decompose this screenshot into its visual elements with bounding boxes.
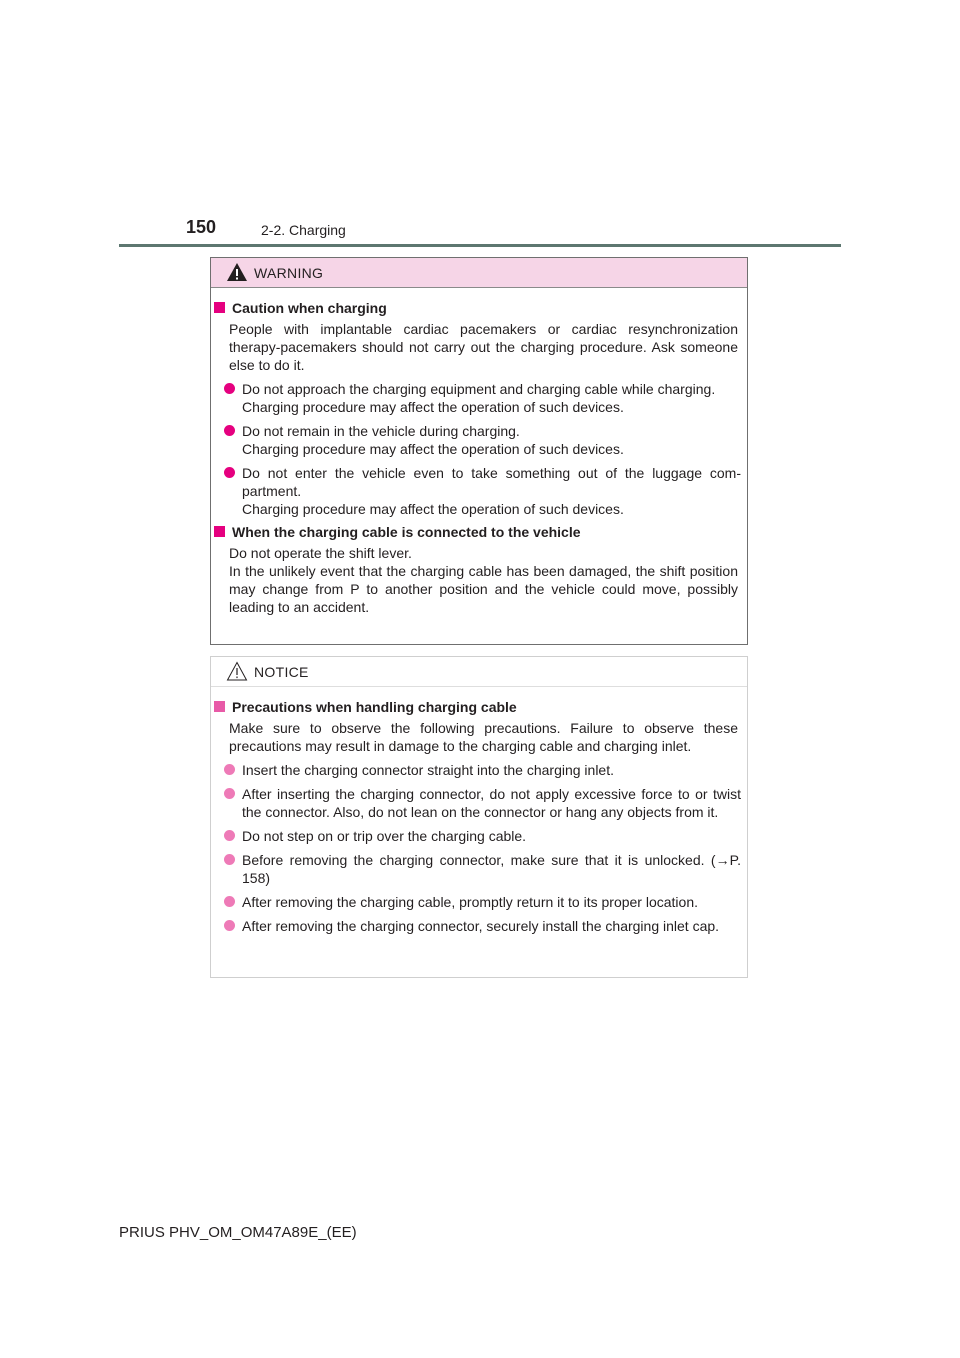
notice-label: NOTICE (254, 664, 309, 680)
round-bullet-icon (224, 788, 235, 799)
notice-box (210, 656, 748, 978)
round-bullet-icon (224, 854, 235, 865)
notice-paragraph: Make sure to observe the following precautions. Failure to observe these precautions may result in damage to the charging cable and charging inlet. (229, 720, 738, 754)
footer-model-code: PRIUS PHV_OM_OM47A89E_(EE) (119, 1224, 357, 1241)
square-bullet-icon (214, 302, 225, 313)
header-divider (119, 244, 841, 247)
warning-bullet: Do not remain in the vehicle during charging. Charging procedure may affect the operation of such devices. (242, 422, 741, 458)
round-bullet-icon (224, 425, 235, 436)
warning-section-title: Caution when charging (214, 299, 747, 317)
warning-label: WARNING (254, 265, 324, 281)
notice-bullet: After removing the charging cable, promptly return it to its proper location. (242, 893, 741, 911)
warning-box-header (211, 258, 747, 288)
square-bullet-icon (214, 526, 225, 537)
notice-body (211, 687, 747, 935)
warning-bullet: Do not approach the charging equipment and charging cable while charging. Charging procedure may affect the operation of such devices. (242, 380, 741, 416)
warning-box (210, 257, 748, 645)
warning-bullet: Do not enter the vehicle even to take something out of the luggage com-partment. Charging procedure may affect the operation of such devices. (242, 464, 741, 518)
section-title: 2-2. Charging (261, 222, 346, 238)
notice-bullet: After inserting the charging connector, do not apply excessive force to or twist the connector. Also, do not lean on the connector or hang any objects from it. (242, 785, 741, 821)
warning-paragraph: People with implantable cardiac pacemakers or cardiac resynchronization therapy-pacemakers should not carry out the charging procedure. Ask someone else to do it. (229, 321, 738, 373)
notice-box-header (211, 657, 747, 687)
round-bullet-icon (224, 896, 235, 907)
round-bullet-icon (224, 467, 235, 478)
round-bullet-icon (224, 383, 235, 394)
notice-triangle-icon (226, 660, 248, 682)
notice-bullet: After removing the charging connector, securely install the charging inlet cap. (242, 917, 741, 935)
square-bullet-icon (214, 701, 225, 712)
round-bullet-icon (224, 830, 235, 841)
notice-bullet: Do not step on or trip over the charging cable. (242, 827, 741, 845)
notice-bullet: Insert the charging connector straight into the charging inlet. (242, 761, 741, 779)
notice-bullet: Before removing the charging connector, make sure that it is unlocked. (→P. 158) (242, 851, 741, 887)
round-bullet-icon (224, 764, 235, 775)
warning-paragraph: Do not operate the shift lever. In the unlikely event that the charging cable has been damaged, the shift position may change from P to another position and the vehicle could move, possibly leading to an accident. (229, 545, 738, 615)
notice-section-title: Precautions when handling charging cable (214, 698, 747, 716)
warning-section-title: When the charging cable is connected to the vehicle (214, 523, 747, 541)
page-number: 150 (186, 217, 217, 237)
warning-triangle-icon (226, 261, 248, 283)
round-bullet-icon (224, 920, 235, 931)
warning-body (211, 288, 747, 616)
